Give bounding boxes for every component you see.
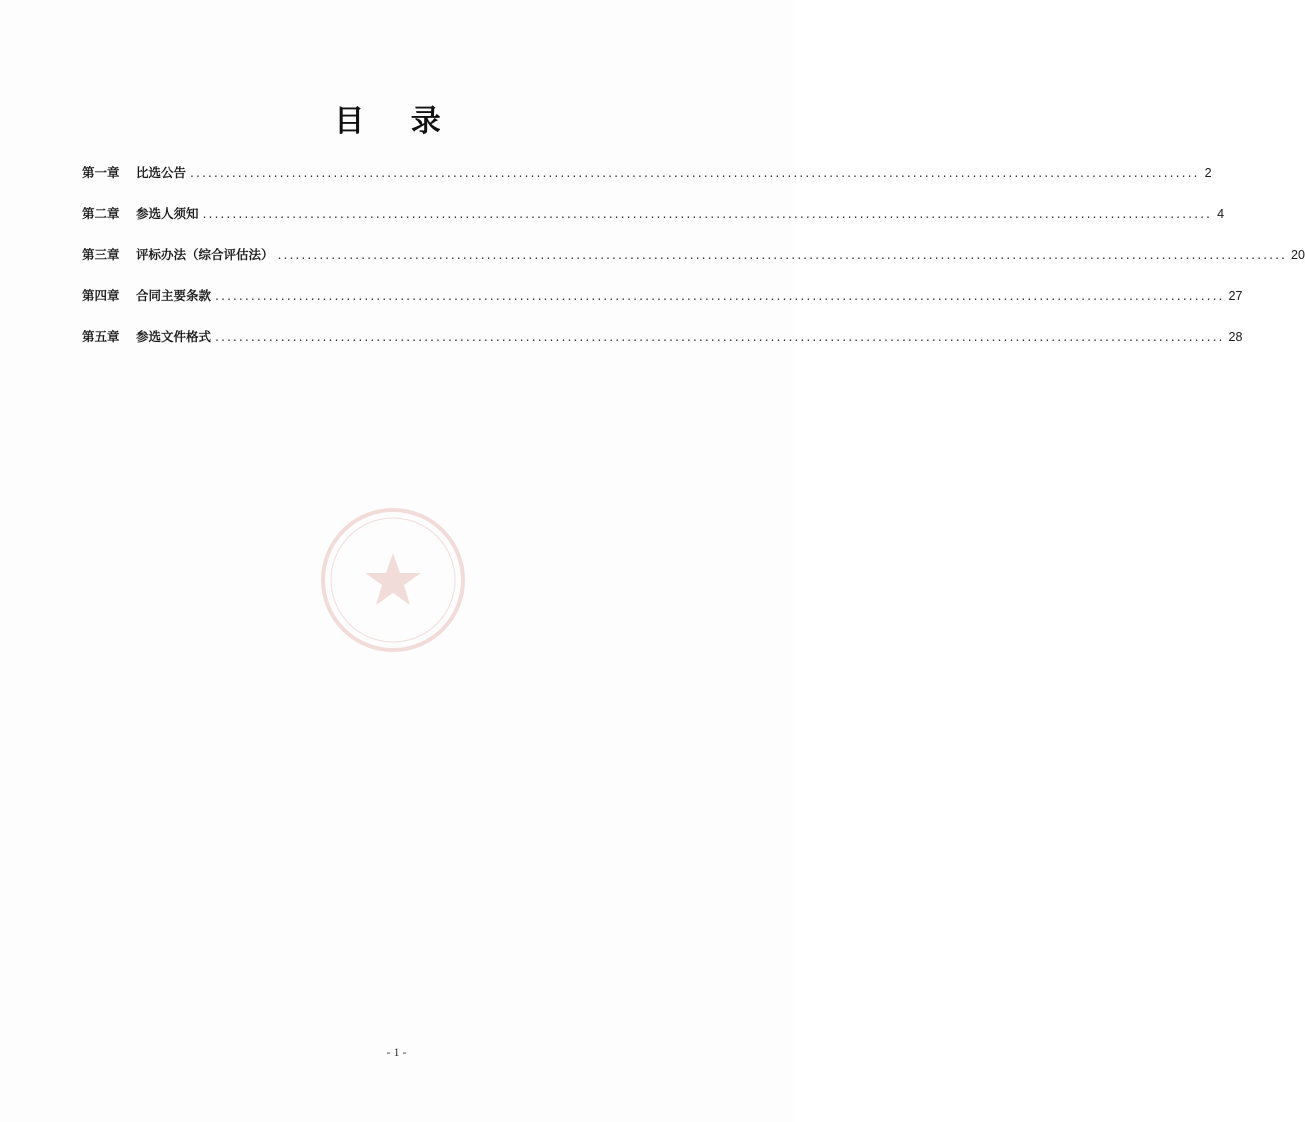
- toc-page-number: 28: [1228, 330, 1243, 344]
- page-number-footer: - 1 -: [386, 1045, 407, 1059]
- toc-entry[interactable]: [82, 327, 1243, 368]
- toc-entry[interactable]: [82, 163, 1212, 204]
- table-of-contents: [82, 163, 1305, 368]
- toc-chapter-number: 第二章: [82, 206, 120, 221]
- toc-chapter-title: 比选公告: [136, 165, 187, 180]
- toc-page-number: 27: [1228, 289, 1243, 303]
- toc-chapter-number: 第一章: [82, 165, 120, 180]
- page-title: 目 录: [334, 104, 459, 139]
- toc-chapter-number: 第四章: [82, 288, 120, 303]
- toc-entry[interactable]: [82, 204, 1225, 245]
- toc-entry[interactable]: [82, 286, 1243, 327]
- toc-page-number: 20: [1291, 248, 1305, 262]
- toc-chapter-number: 第三章: [82, 247, 120, 262]
- toc-leader-dots: .........................................................................................................................................................................: [190, 165, 1200, 180]
- toc-leader-dots: .........................................................................................................................................................................: [215, 329, 1225, 344]
- toc-leader-dots: .........................................................................................................................................................................: [277, 247, 1288, 262]
- toc-chapter-title: 参选文件格式: [136, 329, 212, 344]
- toc-page-number: 2: [1204, 166, 1212, 180]
- toc-entry[interactable]: [82, 245, 1305, 286]
- toc-chapter-number: 第五章: [82, 329, 120, 344]
- toc-page-number: 4: [1217, 207, 1225, 221]
- toc-chapter-title: 参选人须知: [136, 206, 199, 221]
- red-star-seal-icon: [318, 505, 468, 655]
- toc-leader-dots: .........................................................................................................................................................................: [215, 288, 1225, 303]
- toc-chapter-title: 合同主要条款: [136, 288, 212, 303]
- toc-leader-dots: .........................................................................................................................................................................: [202, 206, 1213, 221]
- toc-chapter-title: 评标办法（综合评估法）: [136, 247, 274, 262]
